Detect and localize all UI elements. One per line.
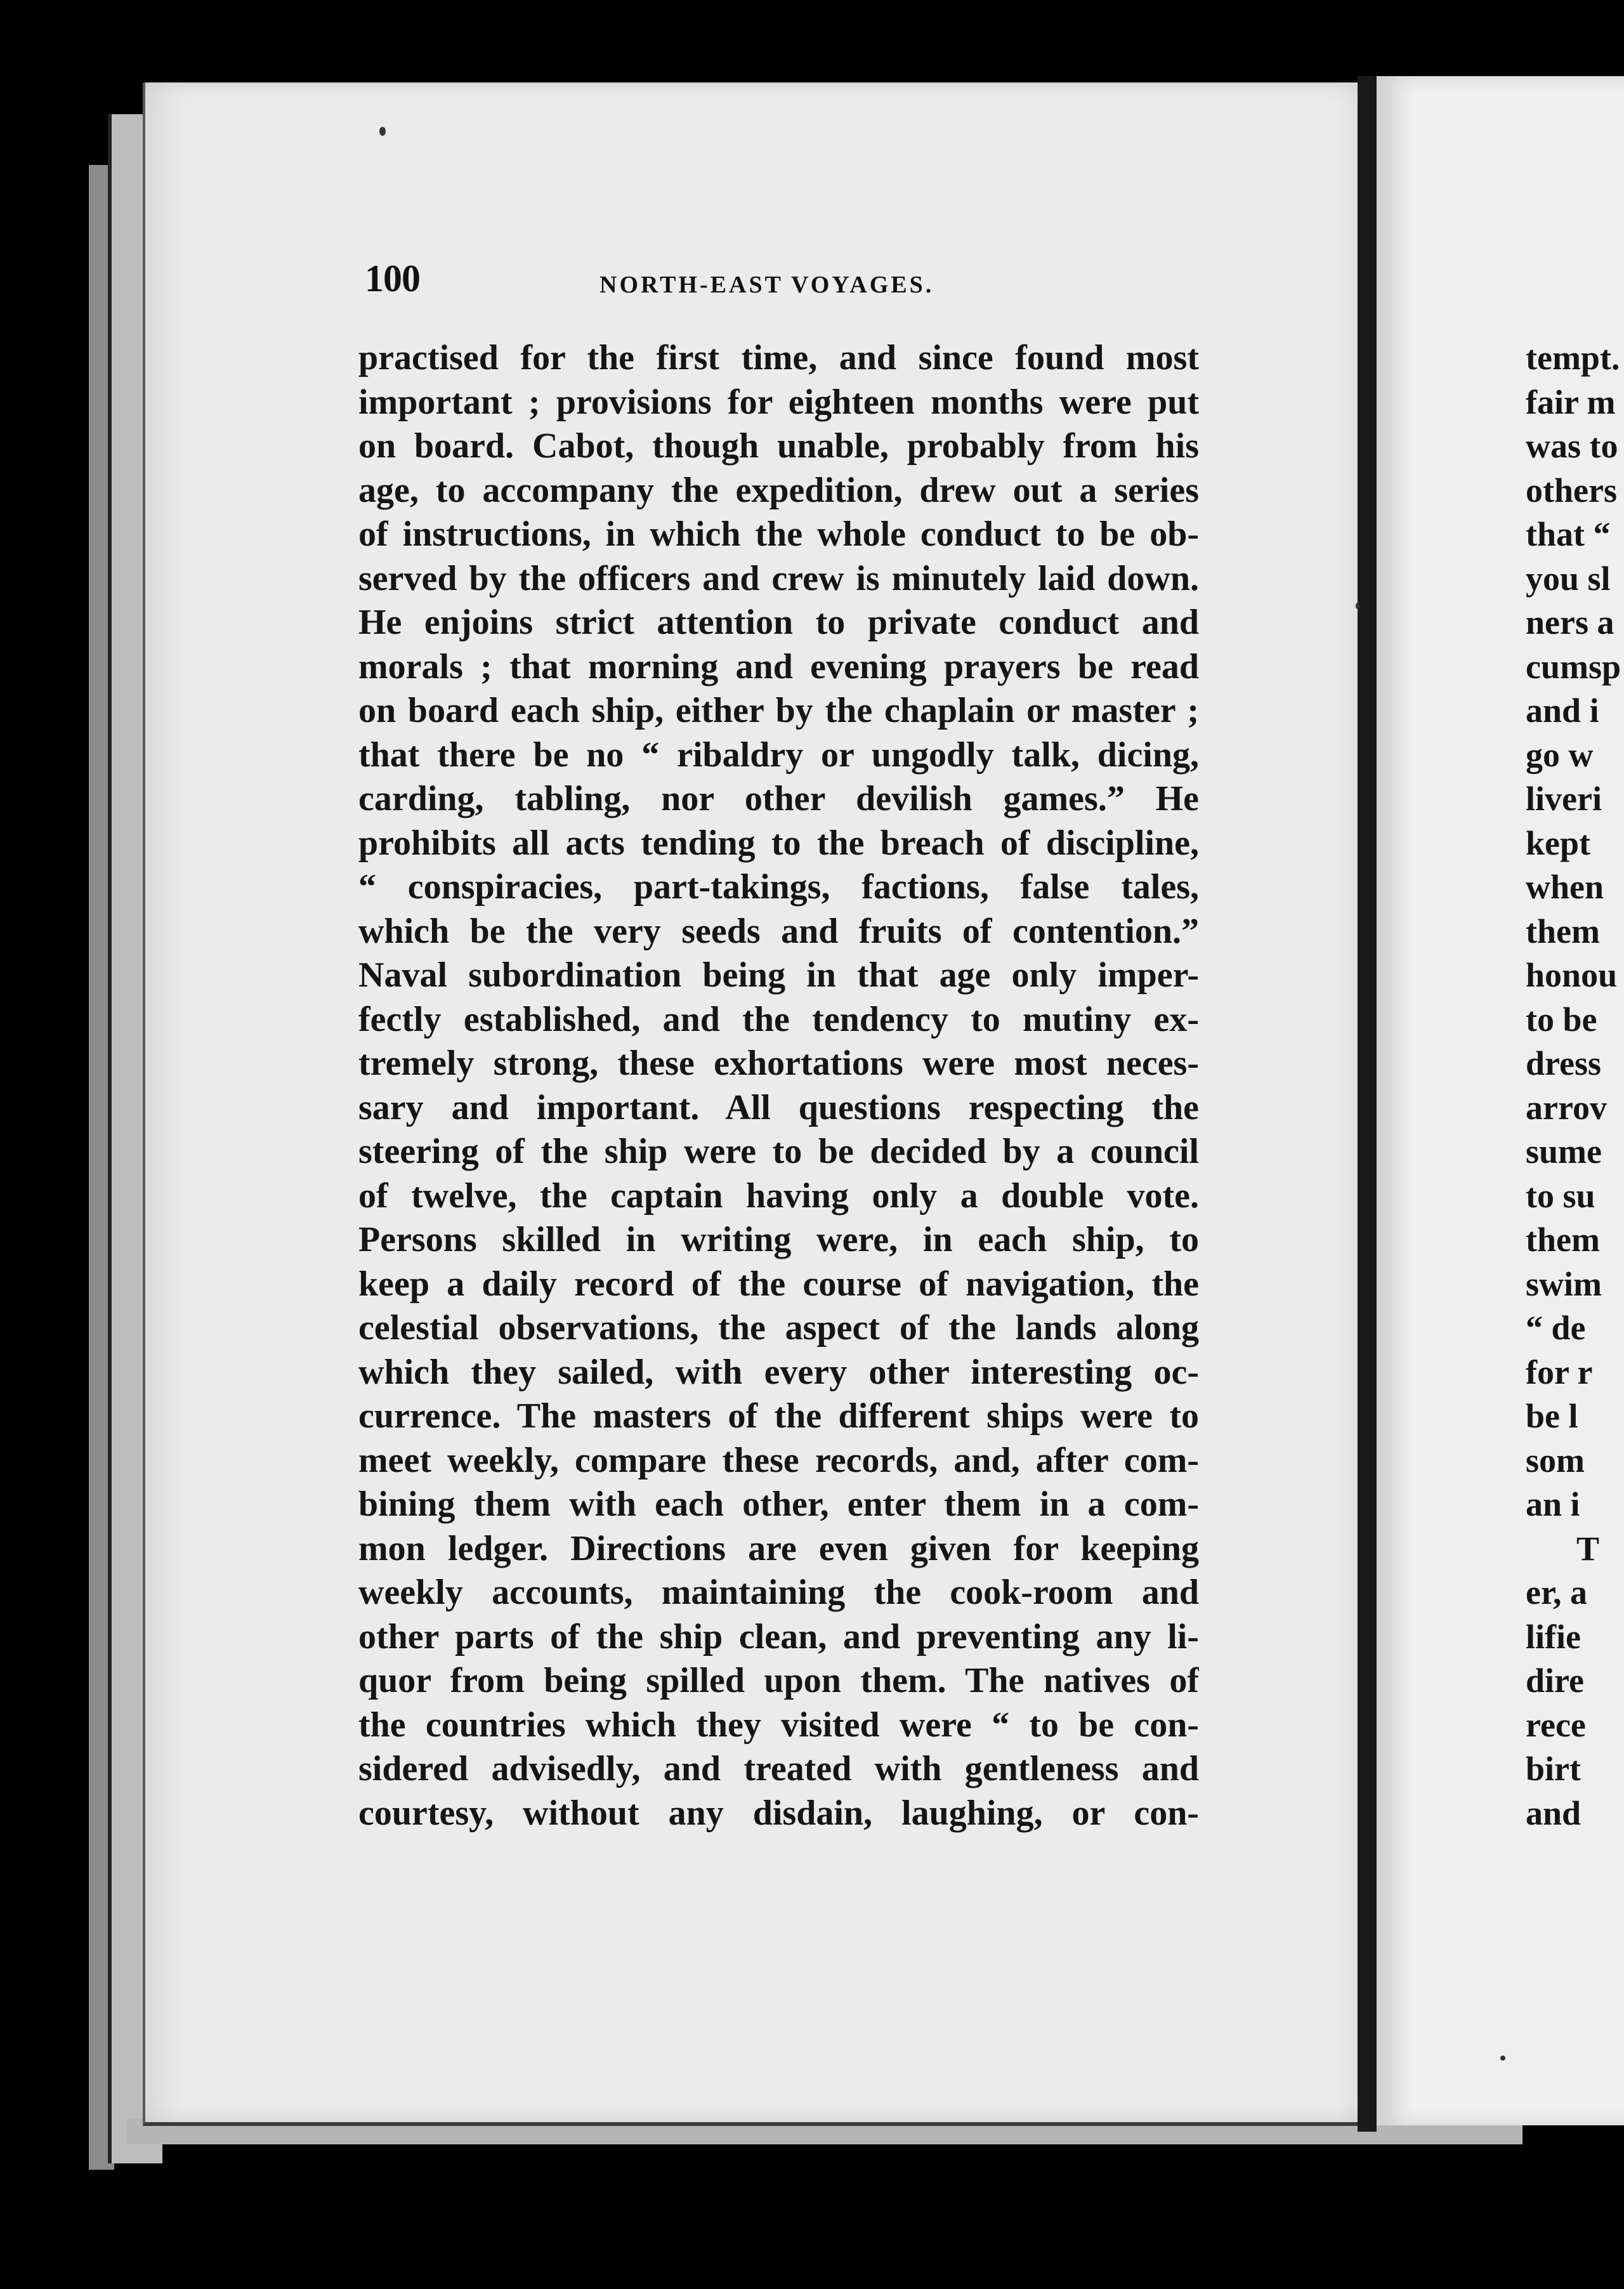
text-line: of instructions, in which the whole conduct to be ob- bbox=[358, 515, 1199, 554]
text-line: fectly established, and the tendency to mutiny ex- bbox=[358, 999, 1199, 1039]
text-line: keep a daily record of the course of navigation, the bbox=[358, 1264, 1199, 1304]
text-line-fragment: an i bbox=[1526, 1485, 1580, 1523]
text-line: mon ledger. Directions are even given for keeping bbox=[358, 1528, 1199, 1568]
text-line-fragment: swim bbox=[1526, 1264, 1602, 1303]
text-line: courtesy, without any disdain, laughing, or con- bbox=[358, 1793, 1199, 1833]
left-page-body-text bbox=[358, 336, 1199, 1835]
text-line-fragment: honou bbox=[1526, 956, 1618, 994]
book-gutter bbox=[1358, 76, 1377, 2132]
text-line: which be the very seeds and fruits of contention.” bbox=[358, 911, 1199, 951]
text-line: weekly accounts, maintaining the cook-room and bbox=[358, 1573, 1199, 1612]
text-line-fragment: liveri bbox=[1526, 780, 1602, 818]
text-line-fragment: “ de bbox=[1526, 1309, 1586, 1347]
text-line: important ; provisions for eighteen months were put bbox=[358, 382, 1199, 422]
text-line: He enjoins strict attention to private conduct and bbox=[358, 603, 1199, 642]
text-line: “ conspiracies, part-takings, factions, false tales, bbox=[358, 867, 1199, 907]
text-line: practised for the first time, and since found most bbox=[358, 338, 1199, 377]
text-line-fragment: go w bbox=[1526, 735, 1594, 774]
running-title: NORTH-EAST VOYAGES. bbox=[599, 272, 934, 298]
text-line: sary and important. All questions respecting the bbox=[358, 1087, 1199, 1127]
text-line: steering of the ship were to be decided by a council bbox=[358, 1132, 1199, 1171]
text-line-fragment: arrov bbox=[1526, 1088, 1607, 1127]
text-line: Persons skilled in writing were, in each ship, to bbox=[358, 1220, 1199, 1259]
text-line-fragment: birt bbox=[1526, 1750, 1581, 1788]
text-line-fragment: you sl bbox=[1526, 559, 1611, 598]
text-line: the countries which they visited were “ to be con- bbox=[358, 1705, 1199, 1745]
text-line: of twelve, the captain having only a double vote. bbox=[358, 1176, 1199, 1216]
text-line-fragment: dress bbox=[1526, 1044, 1602, 1082]
text-line-fragment: T bbox=[1576, 1529, 1600, 1568]
text-line-fragment: when bbox=[1526, 868, 1604, 906]
text-line-fragment: that “ bbox=[1526, 515, 1611, 553]
text-line: morals ; that morning and evening prayers be read bbox=[358, 646, 1199, 686]
text-line: carding, tabling, nor other devilish games.” He bbox=[358, 779, 1199, 818]
text-line: other parts of the ship clean, and preventing any li- bbox=[358, 1617, 1199, 1656]
ink-speck bbox=[1500, 2056, 1505, 2061]
text-line: tremely strong, these exhortations were most neces- bbox=[358, 1044, 1199, 1083]
text-line-fragment: and i bbox=[1526, 692, 1599, 730]
running-head bbox=[365, 257, 1228, 308]
text-line-fragment: rece bbox=[1526, 1705, 1586, 1744]
text-line-fragment: be l bbox=[1526, 1397, 1578, 1435]
text-line-fragment: sume bbox=[1526, 1132, 1602, 1171]
text-line-fragment: them bbox=[1526, 1221, 1600, 1259]
text-line-fragment: som bbox=[1526, 1441, 1585, 1479]
text-line: prohibits all acts tending to the breach of discipline, bbox=[358, 823, 1199, 863]
text-line: which they sailed, with every other interesting oc- bbox=[358, 1352, 1199, 1392]
ink-speck bbox=[1356, 603, 1359, 609]
text-line-fragment: ners a bbox=[1526, 603, 1614, 641]
text-line: sidered advisedly, and treated with gentleness and bbox=[358, 1749, 1199, 1788]
text-line-fragment: fair m bbox=[1526, 383, 1616, 421]
text-line-fragment: to be bbox=[1526, 1000, 1597, 1039]
text-line-fragment: them bbox=[1526, 912, 1600, 950]
text-line: meet weekly, compare these records, and, after com- bbox=[358, 1440, 1199, 1480]
text-line: on board each ship, either by the chaplain or master ; bbox=[358, 691, 1199, 730]
text-line: currence. The masters of the different ships were to bbox=[358, 1396, 1199, 1436]
text-line-fragment: er, a bbox=[1526, 1573, 1587, 1611]
text-line: on board. Cabot, though unable, probably from his bbox=[358, 426, 1199, 466]
text-line-fragment: kept bbox=[1526, 823, 1591, 862]
text-line: that there be no “ ribaldry or ungodly talk, dicing, bbox=[358, 735, 1199, 775]
right-page-partial-text bbox=[1526, 336, 1624, 1835]
text-line-fragment: and bbox=[1526, 1794, 1581, 1832]
text-line: quor from being spilled upon them. The natives of bbox=[358, 1661, 1199, 1700]
text-line-fragment: others bbox=[1526, 471, 1617, 509]
text-line: celestial observations, the aspect of the lands along bbox=[358, 1308, 1199, 1348]
text-line: served by the officers and crew is minutely laid down. bbox=[358, 558, 1199, 598]
page-number: 100 bbox=[365, 258, 420, 299]
text-line-fragment: was to bbox=[1526, 427, 1618, 465]
text-line-fragment: lifie bbox=[1526, 1617, 1581, 1656]
text-line-fragment: to su bbox=[1526, 1176, 1595, 1215]
text-line: age, to accompany the expedition, drew out a series bbox=[358, 470, 1199, 510]
text-line-fragment: dire bbox=[1526, 1662, 1584, 1700]
text-line-fragment: tempt. bbox=[1526, 339, 1620, 377]
text-line-fragment: for r bbox=[1526, 1353, 1593, 1391]
ink-speck bbox=[379, 127, 386, 136]
text-line: Naval subordination being in that age only imper- bbox=[358, 955, 1199, 995]
text-line: bining them with each other, enter them in a com- bbox=[358, 1485, 1199, 1524]
text-line-fragment: cumsp bbox=[1526, 647, 1621, 686]
